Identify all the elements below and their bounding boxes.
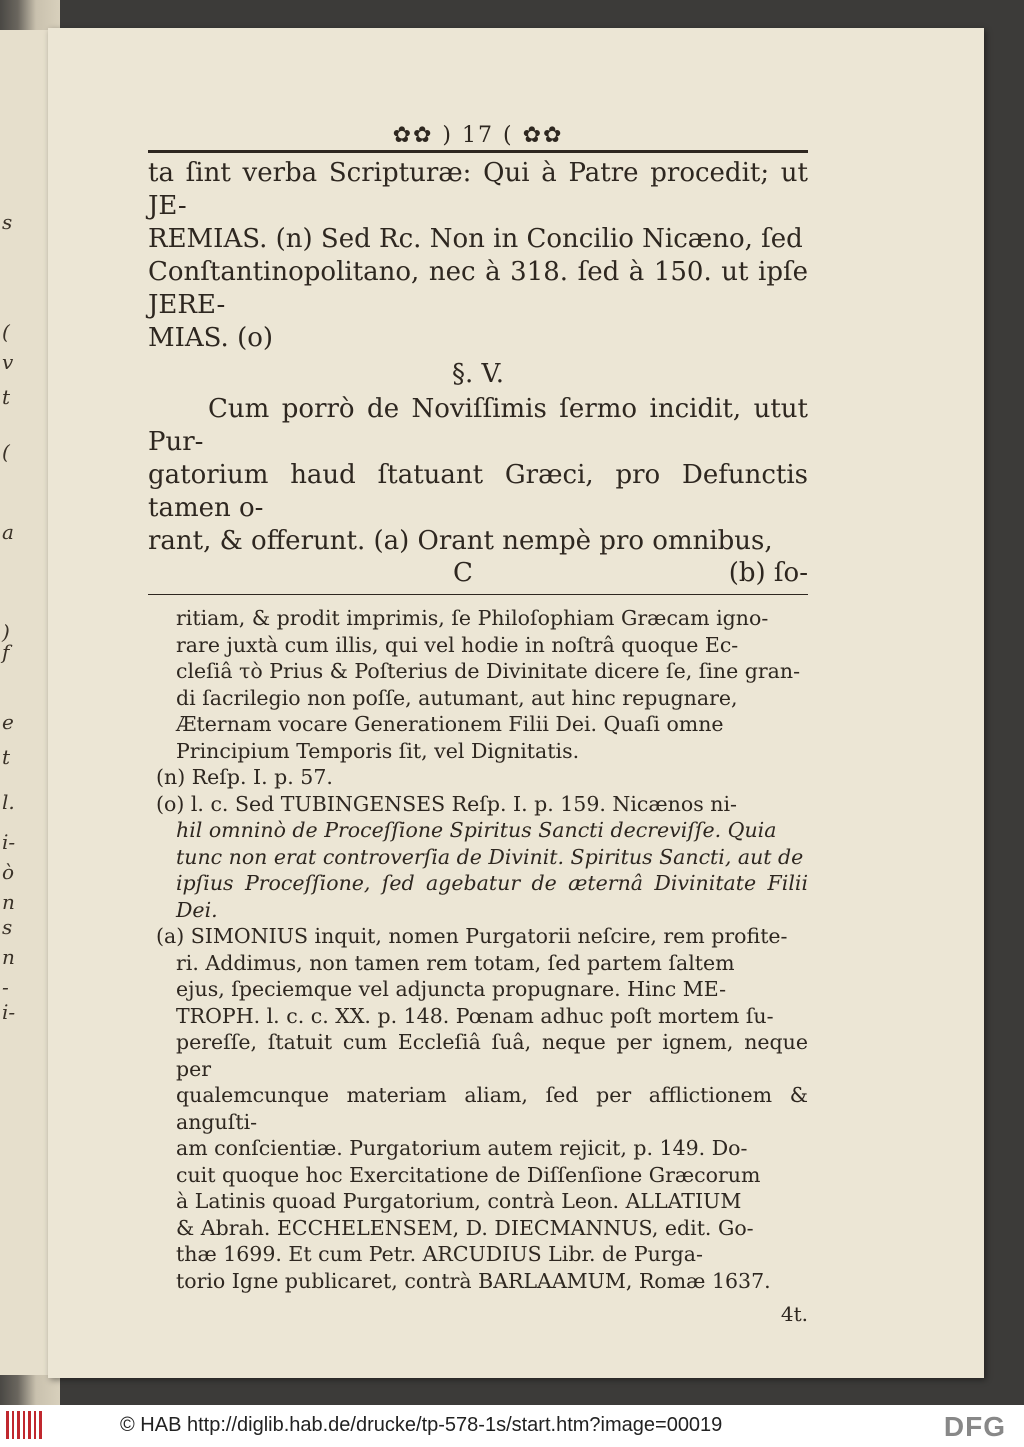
- note-line: di ſacrilegio non poſſe, autumant, aut hinc repugnare,: [176, 685, 738, 710]
- left-page-fragment: a: [2, 520, 14, 544]
- note-o-line: (o) l. c. Sed TUBINGENSES Reſp. I. p. 159. Nicænos ni-: [156, 791, 737, 816]
- main-line: MIAS. (o): [148, 323, 274, 353]
- left-page-fragment: f: [2, 640, 10, 664]
- footnotes: [156, 605, 808, 1326]
- left-page-fragment: i-: [2, 830, 16, 854]
- note-a-line: thæ 1699. Et cum Petr. ARCUDIUS Libr. de Purga-: [176, 1242, 703, 1266]
- page-content: [148, 123, 808, 1326]
- left-page-fragment: s: [2, 210, 13, 234]
- left-page-fragment: ò: [2, 860, 15, 884]
- left-page-fragment: n: [2, 945, 15, 969]
- copyright-link[interactable]: © HAB http://diglib.hab.de/drucke/tp-578-1s/start.htm?image=00019: [120, 1414, 723, 1436]
- section-mark: §. V.: [451, 359, 505, 389]
- left-page-fragment: v: [2, 350, 14, 374]
- left-page-fragment: -: [2, 975, 9, 999]
- dfg-logo: DFG: [943, 1411, 1006, 1442]
- note-a-line: & Abrah. ECCHELENSEM, D. DIECMANNUS, edit. Go-: [176, 1215, 754, 1240]
- signature-mark: C: [453, 558, 473, 588]
- left-page-fragment: t: [2, 385, 11, 409]
- main-line: ta ſint verba Scripturæ: Qui à Patre procedit; ut JE-: [148, 158, 808, 221]
- note-n: (n) Reſp. I. p. 57.: [156, 765, 333, 789]
- book-page: [48, 28, 984, 1378]
- note-line: rare juxtà cum illis, qui vel hodie in noſtrâ quoque Ec-: [176, 632, 739, 657]
- main-line: Conſtantinopolitano, nec à 318. ſed à 150. ut ipſe JERE-: [148, 257, 808, 320]
- left-page-fragment: n: [2, 890, 15, 914]
- viewer-footer: [0, 1405, 1024, 1447]
- note-line: cleſiâ τὸ Prius & Poſterius de Divinitate dicere ſe, ſine gran-: [176, 659, 801, 683]
- note-line: Principium Temporis ſit, vel Dignitatis.: [176, 738, 580, 763]
- note-a-line: cuit quoque hoc Exercitatione de Diſſenſione Græcorum: [176, 1162, 761, 1187]
- note-line: ritiam, & prodit imprimis, ſe Philoſophiam Græcam igno-: [176, 606, 769, 630]
- main-line: REMIAS. (n) Sed Rc. Non in Concilio Nicæno, ſed: [148, 224, 803, 254]
- note-a-line: qualemcunque materiam aliam, ſed per afflictionem & anguſti-: [176, 1083, 808, 1134]
- left-page-fragment: i-: [2, 1000, 16, 1024]
- section-line: gatorium haud ſtatuant Græci, pro Defunctis tamen o-: [148, 460, 808, 523]
- note-line: Æternam vocare Generationem Filii Dei. Quaſi omne: [176, 712, 724, 736]
- left-page-fragment: ): [2, 620, 10, 644]
- note-a-line: ejus, ſpeciemque vel adjuncta propugnare. Hinc ME-: [176, 977, 727, 1001]
- note-o-line: hil omninò de Proceſſione Spiritus Sancti decreviſſe. Quia: [176, 818, 777, 842]
- note-a-line: TROPH. l. c. c. XX. p. 148. Pœnam adhuc poſt mortem ſu-: [176, 1003, 774, 1028]
- note-a-line: am conſcientiæ. Purgatorium autem rejicit, p. 149. Do-: [176, 1136, 748, 1160]
- header-rule: [148, 150, 808, 153]
- catchword-top: (b) ſo-: [728, 558, 808, 588]
- main-text: [148, 157, 808, 588]
- note-o-line: tunc non erat controverſia de Divinit. Spiritus Sancti, aut de: [176, 844, 804, 869]
- catchword-bottom: 4t.: [780, 1302, 808, 1326]
- section-line: rant, & offerunt. (a) Orant nempè pro omnibus,: [148, 526, 773, 556]
- page-header: ✿✿ ) 17 ( ✿✿: [392, 123, 564, 148]
- left-page-fragment: e: [2, 710, 14, 734]
- left-page-fragment: s: [2, 915, 13, 939]
- section-line: Cum porrò de Noviſſimis ſermo incidit, utut Pur-: [148, 394, 808, 457]
- note-a-line: à Latinis quoad Purgatorium, contrà Leon. ALLATIUM: [176, 1189, 742, 1213]
- left-page-fragment: (: [2, 320, 10, 344]
- left-page-fragment: t: [2, 745, 11, 769]
- signature-line: [148, 558, 808, 588]
- footnote-rule: [148, 594, 808, 595]
- note-a-line: torio Igne publicaret, contrà BARLAAMUM, Romæ 1637.: [176, 1268, 771, 1293]
- note-a-line: (a) SIMONIUS inquit, nomen Purgatorii neſcire, rem profite-: [156, 924, 788, 948]
- left-page-edge: [0, 30, 48, 1375]
- hab-logo-icon: [6, 1411, 42, 1439]
- left-page-fragment: (: [2, 440, 10, 464]
- left-page-fragment: l.: [2, 790, 15, 814]
- note-o-line: ipſius Proceſſione, ſed agebatur de æternâ Divinitate Filii Dei.: [176, 871, 808, 922]
- note-a-line: ri. Addimus, non tamen rem totam, ſed partem ſaltem: [176, 950, 735, 975]
- note-a-line: pereſſe, ſtatuit cum Eccleſiâ ſuâ, neque per ignem, neque per: [176, 1030, 808, 1081]
